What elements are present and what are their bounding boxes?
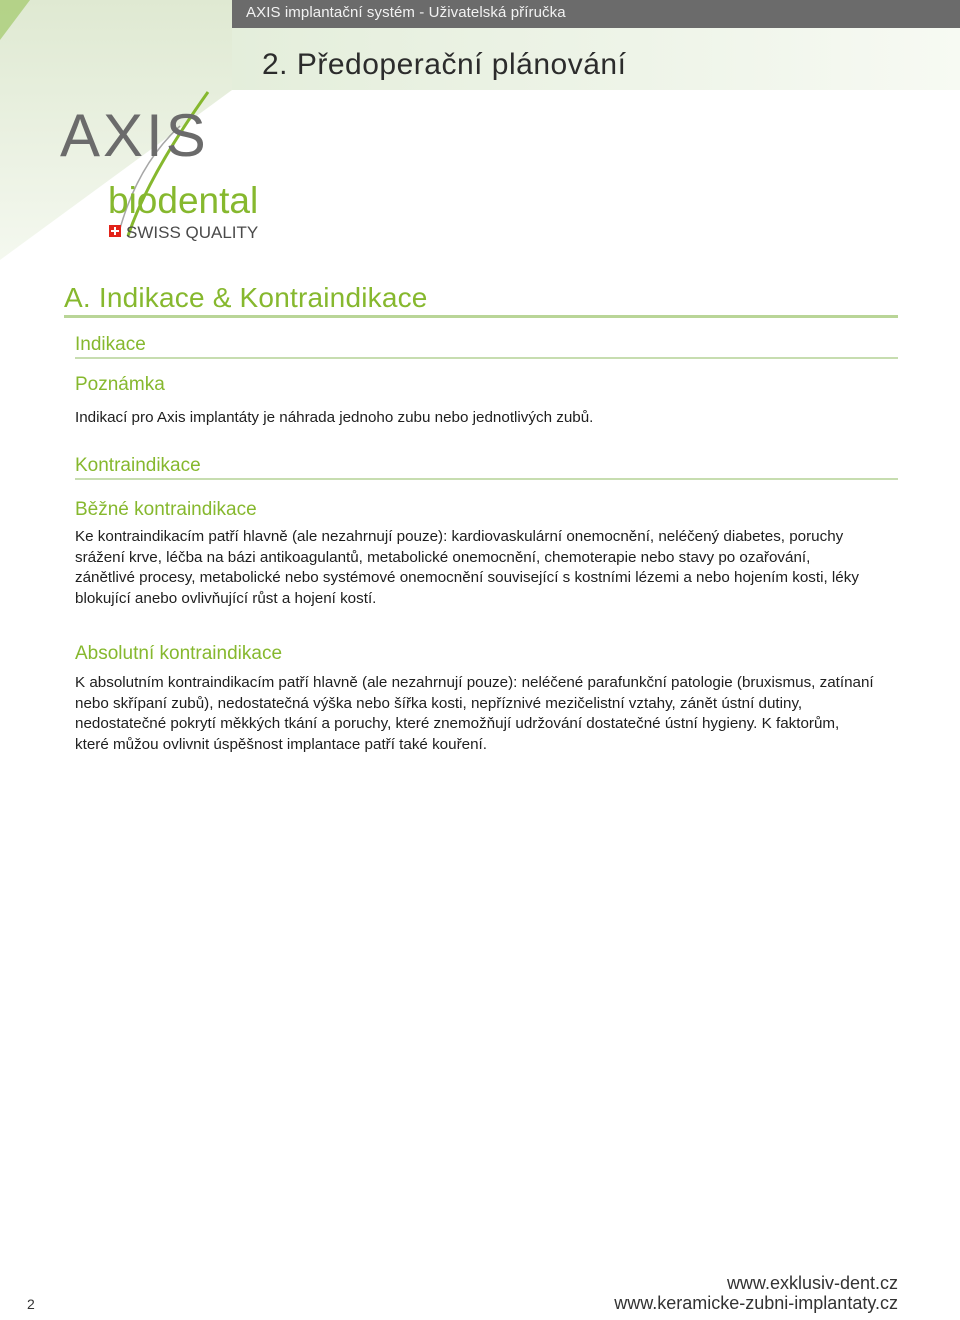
kontraindikace-rule	[75, 478, 898, 480]
page-number: 2	[27, 1296, 35, 1312]
indikace-rule	[75, 357, 898, 359]
footer-link-keramicke-implantaty[interactable]: www.keramicke-zubni-implantaty.cz	[614, 1293, 898, 1313]
absolute-contraindications-heading: Absolutní kontraindikace	[75, 643, 283, 664]
swiss-flag-icon	[109, 225, 121, 237]
footer-link-exklusiv-dent[interactable]: www.exklusiv-dent.cz	[726, 1273, 898, 1293]
chapter-title: 2. Předoperační plánování	[262, 48, 627, 81]
section-title: A. Indikace & Kontraindikace	[64, 282, 428, 313]
common-contraindications-text: Ke kontraindikacím patří hlavně (ale nezahrnují pouze): kardiovaskulární onemocnění, neléčený diabetes, poruchy srážení krve, léčba na bázi antikoagulantů, metabolické onemocnění, chemoterapie nebo stavy po ozařování, zánětlivé procesy, metabolické nebo systémové onemocnění související s kostními lézemi a nebo hojením kosti, léky blokující anebo ovlivňující růst a hojení kostí.	[75, 528, 859, 608]
chapter-title-bar	[232, 28, 960, 90]
kontraindikace-heading: Kontraindikace	[75, 455, 201, 476]
poznamka-heading: Poznámka	[75, 374, 165, 395]
section-rule	[64, 315, 898, 318]
logo-axis-text: AXIS	[60, 102, 209, 169]
absolute-contraindications-text: K absolutním kontraindikacím patří hlavně (ale nezahrnují pouze): neléčené parafunkční patologie (bruxismus, zatínaní nebo skřípaní zubů), nedostatečná výška nebo šířka kosti, nepříznivé mezičelistní vztahy, zánět ústní dutiny, nedostatečné pokrytí měkkých tkání a poruchy, které znemožňují udržování dostatečné ústní hygieny. K faktorům, které můžou ovlivnit úspěšnost implantace patří také kouření.	[75, 674, 874, 754]
running-title: AXIS implantační systém - Uživatelská příručka	[246, 4, 566, 21]
running-header-bar	[232, 0, 960, 28]
indikace-heading: Indikace	[75, 334, 146, 355]
logo-biodental-text: biodental	[108, 180, 259, 221]
indikace-note-text: Indikací pro Axis implantáty je náhrada jednoho zubu nebo jednotlivých zubů.	[75, 409, 594, 426]
common-contraindications-heading: Běžné kontraindikace	[75, 499, 257, 520]
logo-swiss-quality-text: SWISS QUALITY	[126, 223, 259, 242]
axis-biodental-logo	[60, 86, 300, 246]
